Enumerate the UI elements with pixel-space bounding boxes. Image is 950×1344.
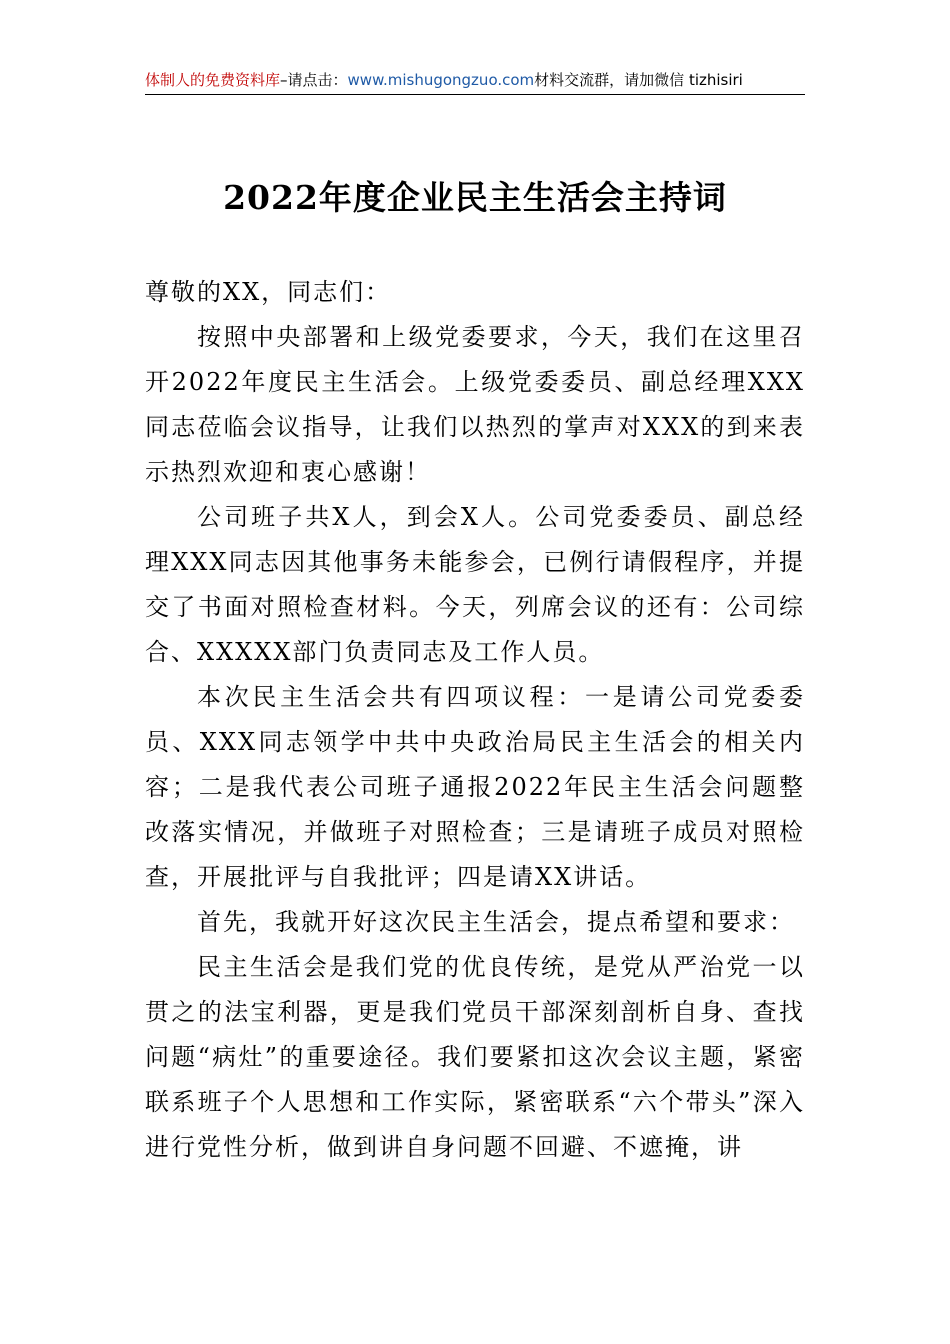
paragraph: 公司班子共X人，到会X人。公司党委委员、副总经理XXX同志因其他事务未能参会，已例行请假程序，并提交了书面对照检查材料。今天，列席会议的还有：公司综合、XXXXX部门负责同志及工作人员。 — [145, 503, 805, 666]
paragraph: 本次民主生活会共有四项议程：一是请公司党委委员、XXX同志领学中共中央政治局民主生活会的相关内容；二是我代表公司班子通报2022年民主生活会问题整改落实情况，并做班子对照检查；三是请班子成员对照检查，开展批评与自我批评；四是请XX讲话。 — [145, 683, 805, 891]
page-header — [145, 66, 805, 95]
header-brand: 体制人的免费资料库 — [145, 71, 281, 89]
paragraph: 首先，我就开好这次民主生活会，提点希望和要求： — [197, 908, 795, 936]
header-url-link[interactable]: www.mishugongzuo.com — [347, 71, 535, 89]
paragraph: 按照中央部署和上级党委要求，今天，我们在这里召开2022年度民主生活会。上级党委委员、副总经理XXX同志莅临会议指导，让我们以热烈的掌声对XXX的到来表示热烈欢迎和衷心感谢！ — [145, 323, 805, 486]
document-title: 2022年度企业民主生活会主持词 — [223, 178, 727, 217]
document-body — [145, 270, 805, 1170]
salutation: 尊敬的XX，同志们： — [145, 278, 392, 306]
paragraph: 民主生活会是我们党的优良传统，是党从严治党一以贯之的法宝利器，更是我们党员干部深刻剖析自身、查找问题“病灶”的重要途径。我们要紧扣这次会议主题，紧密联系班子个人思想和工作实际，紧密联系“六个带头”深入进行党性分析，做到讲自身问题不回避、不遮掩，讲 — [145, 953, 805, 1161]
header-contact: 材料交流群，请加微信 tizhisiri — [534, 71, 743, 89]
header-prompt: –请点击： — [280, 71, 348, 89]
